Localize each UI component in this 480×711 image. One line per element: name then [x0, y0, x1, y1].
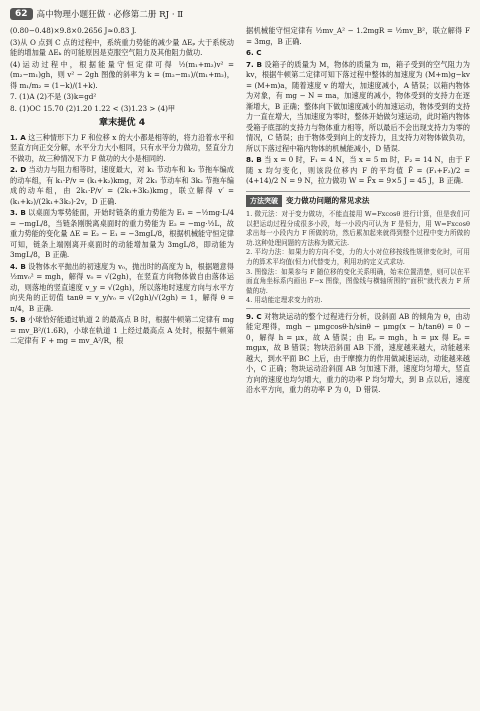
answer-item	[10, 133, 234, 165]
answer-item	[246, 60, 470, 155]
answer-item	[10, 208, 234, 261]
answer-text: 以桌面为零势能面，开始时链条的重力势能为 E₁ = −½mg·L/4 = −mgL/8，当链条刚脱离桌面时的重力势能为 E₂ = −mg·½L，故重力势能的变化量 ΔE = E₂ − E₁ = −3mgL/8，根据机械能守恒定律可知，链条上端刚离开桌面时的动能增加量为 3mgL/8，即动能为 3mgL/8，B 正确.	[10, 208, 234, 259]
book-title: 高中物理小题狂做 · 必修第二册 RJ · Ⅱ	[36, 10, 184, 20]
method-tag: 方法突破	[246, 195, 282, 208]
answer-number: 1. A	[10, 132, 26, 142]
method-box-header	[246, 191, 470, 208]
answer-text: 小球恰好能通过轨道 2 的最高点 B 时，根据牛顿第二定律有 mg = mv_B²/(1.6R)，小球在轨道 1 上经过最高点 A 处时，根据牛顿第二定律有 F + mg = mv_A²/R，根	[10, 315, 234, 345]
answer-text: 这三种情形下力 F 和位移 x 的大小都是相等的，将力沿着水平和竖直方向正交分解，水平分力大小相同，只有水平分力做功，竖直分力不做功，故三种情况下力 F 做功的大小是相同的.	[10, 132, 234, 163]
left-column	[10, 26, 234, 397]
answer-text: 8. (1)OC 15.70 (2)1.20 1.22 < (3)1.23 > (4)甲	[10, 103, 176, 113]
page-number: 62	[10, 8, 33, 20]
page-body	[10, 26, 470, 397]
method-item: 1. 微元法：对于变力做功，不能直接用 W=Fxcosθ 进行计算，但是我们可以把运动过程分成很多小段，每一小段内可认为 F 是恒力，用 W=Fxcosθ 求出每一小段内力 F 所做的功，然后累加起来就得到整个过程中变力所做的功.这种处理问题的方法称为微元法.	[246, 210, 470, 247]
answer-number: 2. D	[10, 165, 27, 174]
section-title: 章末提优 4	[98, 117, 146, 128]
method-title: 变力做功问题的常见求法	[286, 195, 370, 205]
answer-number: 5. B	[10, 315, 26, 324]
answer-number: 3. B	[10, 208, 26, 217]
method-item: 3. 图像法：如果参与 F 随位移的变化关系明确，始末位置清楚，则可以在平面直角坐标系内画出 F−x 图像，图像线与横轴所围的"面积"就代表力 F 所做的功.	[246, 267, 470, 295]
answer-item	[10, 315, 234, 347]
answer-text: 当动力与阻力相等时，速度最大，对 k₁ 节动车和 k₂ 节拖车编成的动车组，有 k₁·P/v = (k₁+k₂)kmg，对 2k₁ 节动车和 3k₂ 节拖车编成的动车组，由 2k₁·P/v′ = (2k₁+3k₂)kmg，联立解得 v′ = (k₁+k₂)/(2k₁+3k₂)·2v，D 正确.	[10, 165, 234, 206]
answer-number: 6. C	[246, 48, 262, 57]
answer-number: 8. B	[246, 155, 262, 164]
right-column	[246, 26, 470, 397]
answer-item	[10, 262, 234, 315]
answer-item	[246, 312, 470, 396]
method-divider	[246, 308, 470, 309]
page-header	[10, 6, 183, 22]
answer-item	[10, 165, 234, 207]
answer-number: 9. C	[246, 311, 262, 321]
method-list	[246, 210, 470, 306]
method-item: 2. 平均力法：如果力的方向不变，力的大小对位移按线性规律变化时，可用力的算术平均值(恒力)代替变力，利用功的定义式求功.	[246, 248, 470, 266]
answer-text: (0.80−0.48)×9.8×0.2656 J≈0.83 J.	[10, 26, 137, 35]
answer-text: 据机械能守恒定律有 ½mv_A² − 1.2mgR = ½mv_B²，联立解得 F = 3mg，B 正确.	[246, 26, 470, 46]
answer-text: (4)运动过程中，根据能量守恒定律可得 ½(m₁+m₂)v² = (m₂−m₁)gh，则 v² − 2gh 图像的斜率为 k = (m₂−m₁)/(m₁+m₂)，得 m₁/m₂ = (1−k)/(1+k).	[10, 59, 234, 90]
answer-item	[246, 48, 470, 59]
answer-text: 设箱子的质量为 M，物体的质量为 m，箱子受到的空气阻力为 kv，根据牛顿第二定律可知下落过程中整体的加速度为 (M+m)g−kv = (M+m)a，随着速度 v 的增大，加速度减小，A 错误；以箱内物体为对象，有 mg − N = ma，加速度的减小，物体受到的支持力在逐渐增大，B 正确；整体向下做加速度减小的加速运动，物体受到的支持力一直在增大，当加速度为零时，整体开始做匀速运动，此时箱内物体受箱子底部的支持力与物体重力相等，所以最后不会出现支持力为零的情况，C 错误；由于物体受到向上的支持力，且支持力对物体做负功，所以下落过程中箱内物体的机械能减小，D 错误.	[246, 59, 470, 153]
answer-number: 7. B	[246, 59, 262, 69]
answer-item	[246, 155, 470, 187]
answer-text: 设物体水平抛出的初速度为 v₀，抛出时的高度为 h，根据题意得 ½mv₀² = mgh，解得 v₀ = √(2gh)，在竖直方向物体做自由落体运动，则落地的竖直速度 v_y = √(2gh)，所以落地时速度方向与水平方向夹角的正切值 tanθ = v_y/v₀ = √(2gh)/√(2gh) = 1，解得 θ = π/4，B 正确.	[10, 261, 234, 313]
answer-text: 对物块运动的整个过程进行分析，设斜面 AB 的倾角为 θ，由动能定理得，mgh − μmgcosθ·h/sinθ − μmg(x − h/tanθ) = 0 − 0，解得 h = μx，故 A 错误；由 Eₚ = mgh，h = μx 得 Eₚ = mgμx，故 B 错误；物块沿斜面 AB 下滑，速度越来越大，动能越来越大，到水平面 BC 上后，由于摩擦力的作用做减速运动，动能越来越小，C 正确；物块运动沿斜面 AB 匀加速下滑，速度均匀增大，竖直方向的速度也均匀增大，重力的功率 P 均匀增大，到 B 点以后，速度沿水平方向，重力的功率 P 为 0，D 错误.	[246, 311, 470, 395]
answer-text: (3)从 O 点到 C 点的过程中，系统重力势能的减少量 ΔEₚ 大于系统动能的增加量 ΔEₖ 的可能原因是克服空气阻力及其他阻力做功.	[10, 37, 234, 57]
answer-text: 当 x = 0 时，F₁ = 4 N，当 x = 5 m 时，F₂ = 14 N，由于 F 随 x 均匀变化，则该段位移内 F 的平均值 F̄ = (F₁+F₂)/2 = (4+14)/2 N = 9 N，拉力做功 W = F̄x = 9×5 J = 45 J，B 正确.	[246, 155, 470, 185]
answer-text: 7. (1)A (2)不是 (3)k=gd²	[10, 92, 97, 101]
method-item: 4. 用动能定理求变力的功.	[246, 296, 323, 305]
answer-number: 4. B	[10, 261, 26, 271]
